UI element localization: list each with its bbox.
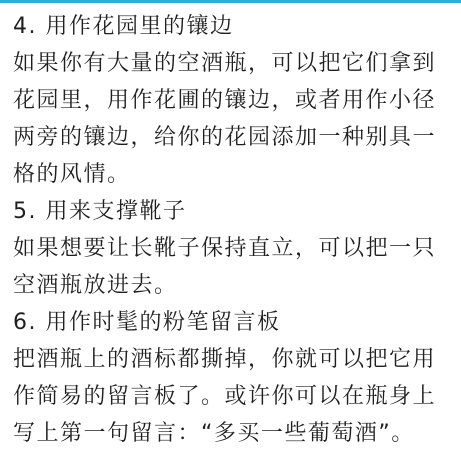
paragraph-line: 格的风情。 xyxy=(13,162,131,187)
paragraph-line: 空酒瓶放进去。 xyxy=(13,273,178,298)
top-accent-rule xyxy=(0,0,461,3)
paragraph-line: 作简易的留言板了。或许你可以在瓶身上 xyxy=(13,384,437,409)
section-5 xyxy=(13,193,453,304)
paragraph-line: 写上第一句留言：“多买一些葡萄酒”。 xyxy=(13,421,415,446)
paragraph-line: 两旁的镶边，给你的花园添加一种别具一 xyxy=(13,125,437,150)
document-body xyxy=(13,8,453,452)
section-heading: 6. 用作时髦的粉笔留言板 xyxy=(13,310,281,335)
paragraph-line: 如果你有大量的空酒瓶，可以把它们拿到 xyxy=(13,51,437,76)
section-4 xyxy=(13,8,453,193)
paragraph-line: 把酒瓶上的酒标都撕掉，你就可以把它用 xyxy=(13,347,437,372)
section-heading: 5. 用来支撑靴子 xyxy=(13,199,187,224)
paragraph-line: 花园里，用作花圃的镶边，或者用作小径 xyxy=(13,88,437,113)
section-6 xyxy=(13,304,453,452)
section-heading: 4. 用作花园里的镶边 xyxy=(13,14,234,39)
paragraph-line: 如果想要让长靴子保持直立，可以把一只 xyxy=(13,236,437,261)
